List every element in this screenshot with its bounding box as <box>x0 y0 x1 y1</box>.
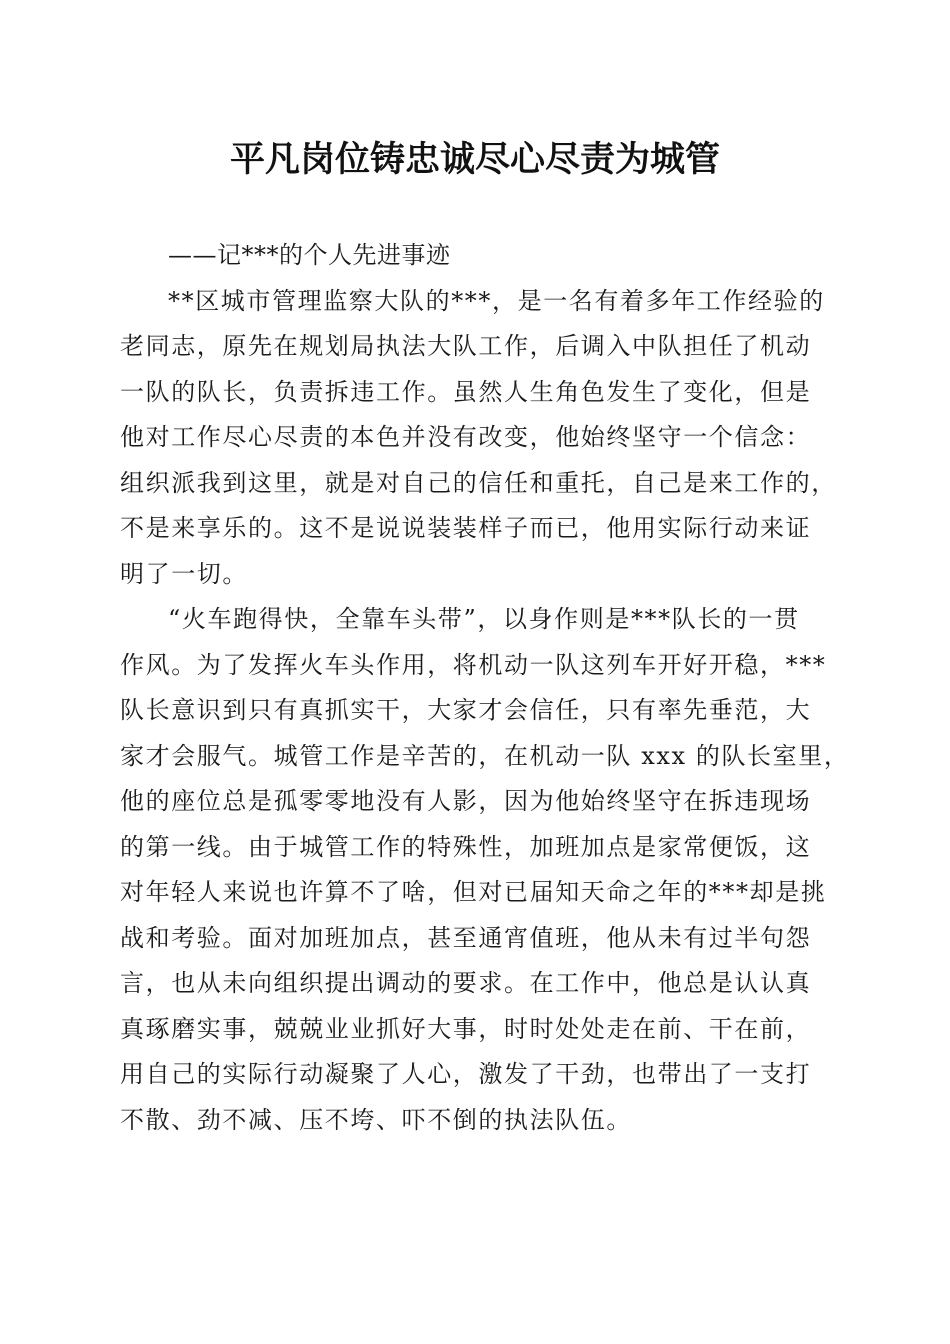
paragraph-line: 他的座位总是孤零零地没有人影，因为他始终坚守在拆违现场 <box>120 787 812 815</box>
paragraph-line: 一队的队长，负责拆违工作。虽然人生角色发生了变化，但是 <box>120 377 812 406</box>
paragraph-line: 他对工作尽心尽责的本色并没有改变，他始终坚守一个信念： <box>120 423 812 451</box>
paragraph-line: 不散、劲不减、压不垮、吓不倒的执法队伍。 <box>120 1105 632 1134</box>
paragraph-line: 用自己的实际行动凝聚了人心，激发了干劲，也带出了一支打 <box>120 1060 812 1088</box>
document-body <box>120 233 850 1143</box>
paragraph-2 <box>120 597 850 1143</box>
paragraph-line: 真琢磨实事，兢兢业业抓好大事，时时处处走在前、干在前， <box>120 1014 812 1043</box>
paragraph-line: 老同志，原先在规划局执法大队工作，后调入中队担任了机动 <box>120 332 812 360</box>
paragraph-line: “火车跑得快，全靠车头带”，以身作则是***队长的一贯 <box>168 605 800 633</box>
paragraph-line: 家才会服气。城管工作是辛苦的，在机动一队 xxx 的队长室里， <box>120 741 850 770</box>
paragraph-line: 队长意识到只有真抓实干，大家才会信任，只有率先垂范，大 <box>120 696 812 724</box>
paragraph-line: 明了一切。 <box>120 559 248 588</box>
paragraph-line: 的第一线。由于城管工作的特殊性，加班加点是家常便饭，这 <box>120 832 812 861</box>
document-title: 平凡岗位铸忠诚尽心尽责为城管 <box>229 139 720 180</box>
paragraph-line: 对年轻人来说也许算不了啥，但对已届知天命之年的***却是挑 <box>120 878 827 906</box>
paragraph-line: 战和考验。面对加班加点，甚至通宵值班，他从未有过半句怨 <box>120 923 812 952</box>
document-subtitle: ——记***的个人先进事迹 <box>168 241 451 269</box>
paragraph-line: **区城市管理监察大队的***，是一名有着多年工作经验的 <box>168 286 825 315</box>
paragraph-line: 作风。为了发挥火车头作用，将机动一队这列车开好开稳，*** <box>120 650 827 679</box>
paragraph-line: 不是来享乐的。这不是说说装装样子而已，他用实际行动来证 <box>120 514 812 542</box>
paragraph-line: 言，也从未向组织提出调动的要求。在工作中，他总是认认真 <box>120 969 812 997</box>
paragraph-line: 组织派我到这里，就是对自己的信任和重托，自己是来工作的， <box>120 468 837 497</box>
paragraph-1 <box>120 279 837 598</box>
